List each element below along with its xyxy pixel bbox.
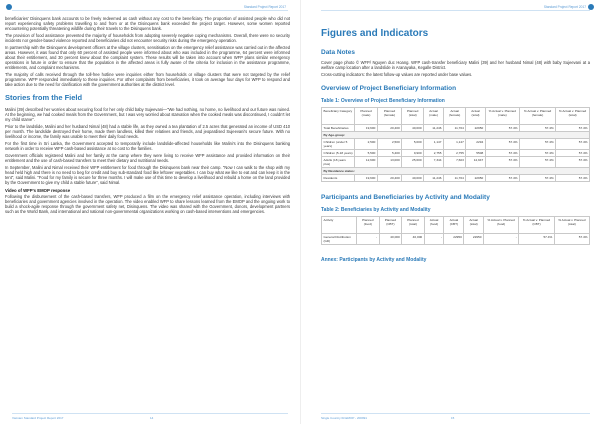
paragraph: In partnership with the Disinquens development officers at the village clusters, sensitisation on the emergency relief assistance was carried out in the affected areas. However, it was found that only 60 percent of assisted people were informed about who was included in the programme, 64 percent were informed about their entitlement, and 30 percent knew about the complaint system. These results will be taken into account when WFP plans similar emergency operations in future in order to ensure that the population in the affected areas is fully aware of the criteria for inclusion in the assistance programme, entitlements, and complaint mechanisms. — [5, 45, 290, 70]
table-row — [322, 175, 590, 182]
table2-title: Table 2: Beneficiaries by Activity and Modality — [321, 207, 431, 213]
table-cell: 5508 — [466, 150, 485, 157]
table-cell: 14,947 — [466, 157, 485, 168]
table-cell: 5,400 — [377, 150, 401, 157]
table-cell: 13,000 — [377, 157, 401, 168]
table-header: Planned (total) — [402, 217, 424, 234]
table-header: Planned (total) — [402, 108, 424, 125]
table-header: Actual (male) — [424, 108, 444, 125]
paragraph: beneficiaries' Disinquens bank accounts to be freely redeemed as cash without any cost to the beneficiary. The proportion of assisted people who did not report experiencing safety problems travelling to and from or at the Disinquens bank exceeded the project target. However, some women reported encountering potentially threatening wildlife during their travels to the Disinquens bank. — [5, 16, 290, 31]
left-page-number: 14 — [150, 416, 154, 420]
table-header: Actual (total) — [464, 217, 484, 234]
table-header: Beneficiary Category — [322, 108, 355, 125]
table-cell: 12,600 — [355, 157, 378, 168]
paragraph: The majority of calls received through the toll-free hotline were inquiries either from households or village clusters that were not targeted by the relief programme. WFP responded immediately to these inquiries. For other complaints from beneficiaries, it took on average four days for WFP to respond and take action due to the need for clarification with the government authorities at the district level. — [5, 72, 290, 87]
table-section-row — [322, 132, 590, 139]
table-cell: 57.4% — [485, 139, 519, 150]
table-section-row — [322, 168, 590, 175]
right-page — [300, 0, 600, 424]
table-cell: 25,600 — [402, 157, 424, 168]
table-cell: 40,000 — [402, 125, 424, 132]
table-header: Planned (CBT) — [379, 217, 402, 234]
table-header: Planned (male) — [355, 108, 378, 125]
table-cell: Children (5-18 years) — [322, 150, 355, 157]
table-header: % Actual v. Planned (CBT) — [519, 217, 554, 234]
table-cell: 1,147 — [424, 139, 444, 150]
paragraph: Following the disbursement of the cash-based transfers, WFP produced a film on the emergency relief assistance operation, including interviews with beneficiaries and government agencies involved in the operation. The video enabled WFP to share lessons learned from the EMOP and the ongoing work to build a shock-agile response through the government safety net, Disinquens. The video was shared with the Government, donors, development partners such as the World Bank, and international and national non-governmental organizations working on cash-based interventions and emergencies. — [5, 194, 290, 214]
paragraph: The provision of food assistance prevented the majority of households from adopting severely negative coping mechanisms. Overall, there were no security incidents nor gender-based violence reported and beneficiaries did not encounter security risks during the emergency operation. — [5, 33, 290, 43]
table-cell: 57.4% — [556, 125, 590, 132]
table-cell: 20,400 — [377, 125, 401, 132]
right-footer-rule — [321, 413, 590, 414]
table-cell: 2294 — [466, 139, 485, 150]
table-cell: Total Beneficiaries — [322, 125, 355, 132]
table-cell: 20,400 — [377, 175, 401, 182]
table-cell: 22950 — [466, 175, 485, 182]
table-cell: - — [424, 234, 444, 245]
table-cell: 19,600 — [355, 125, 378, 132]
table-header: % Actual v. Planned (total) — [556, 108, 590, 125]
table-header: Planned (female) — [377, 108, 401, 125]
table-cell: 57.4% — [520, 157, 556, 168]
page-title: Figures and Indicators — [321, 28, 429, 39]
table-cell: 57.4% — [485, 157, 519, 168]
table-cell: 5,500 — [355, 150, 378, 157]
table-cell: 22950 — [464, 234, 484, 245]
table-row — [322, 234, 590, 245]
table-header: % Actual v. Planned (male) — [485, 108, 519, 125]
table-row — [322, 157, 590, 168]
table-cell: 22950 — [466, 125, 485, 132]
table-header-row — [322, 108, 590, 125]
table-header: % Actual v. Planned (female) — [520, 108, 556, 125]
residence-label: By Residence status: — [322, 168, 590, 175]
paragraph: Malini (39) described her worries about securing food for her only child baby Sujeevani—"We had nothing, no home, no livelihood and our future was ruined. At the beginning, we had cooked meals from the Government, but I was very worried about starvation when the cooked meals was discontinued, I couldn't let my child starve". — [5, 107, 290, 122]
table-cell: 9,900 — [402, 150, 424, 157]
table-cell: 57.4% — [556, 175, 590, 182]
table-header: % Actual v. Planned (food) — [483, 217, 518, 234]
table-cell: 40,000 — [402, 175, 424, 182]
right-header-rule — [321, 10, 590, 11]
modality-heading: Participants and Beneficiaries by Activity and Modality — [321, 194, 490, 201]
table-header: Activity — [322, 217, 357, 234]
stories-heading: Stories from the Field — [5, 93, 83, 102]
table-header-row — [322, 217, 590, 234]
table-cell: 22950 — [444, 234, 464, 245]
paragraph: Government officials registered Malini and her family at the camp where they were living to receive WFP assistance and provided information on their entitlement and the use of cash-based transfers to meet their dietary and nutritional needs. — [5, 153, 290, 163]
table1-title: Table 1: Overview of Project Beneficiary Information — [321, 98, 445, 104]
left-footer-text: Vietnam Standard Project Report 2017 — [12, 416, 64, 420]
table-cell: 1,147 — [443, 139, 465, 150]
left-footer-rule — [12, 413, 288, 414]
right-footer-text: Single Country IR-EMOP - 200991 — [321, 416, 367, 420]
paragraph: Cover page photo © WFP/ Nguyen duc Hoang. WFP cash-transfer beneficiary Malini (39) and her husband Nimal (48) with baby Sujeevani at a welfare camp location after a landslide in Aranayaka, Kegalle District. — [321, 60, 590, 70]
table-row — [322, 139, 590, 150]
table-cell: Adults (18 years plus) — [322, 157, 355, 168]
table-cell: 57.4% — [485, 125, 519, 132]
table-cell: 57.4% — [556, 139, 590, 150]
table-header: Actual (total) — [466, 108, 485, 125]
table-cell: 2,500 — [355, 139, 378, 150]
table-header: Actual (female) — [443, 108, 465, 125]
annex-heading: Annex: Participants by Activity and Modality — [321, 257, 427, 263]
data-notes-heading: Data Notes — [321, 49, 355, 56]
right-page-number: 15 — [451, 416, 455, 420]
left-running-header: Standard Project Report 2017 — [243, 5, 286, 9]
table-cell: 57.4% — [520, 175, 556, 182]
table-cell: 57.4% — [485, 175, 519, 182]
table-cell: 7,603 — [443, 157, 465, 168]
video-heading: Video of WFP's EMOP response — [5, 188, 71, 193]
paragraph: Prior to the landslide, Malini and her husband Nimal (48) had a stable life, as they owned a tea plantation of 2.5 acres that generated an income of USD 410 per month. The landslide destroyed their home, made them landless, killed their relatives and friends, and jeopardised Sujeevani's secure future. With no livelihood or income, the family was unable to meet their daily food needs. — [5, 124, 290, 139]
left-body — [5, 16, 290, 216]
table-header: Actual (food) — [424, 217, 444, 234]
table-cell: 11,246 — [424, 175, 444, 182]
table-header: % Actual v. Planned (total) — [554, 217, 589, 234]
table-cell: Residents — [322, 175, 355, 182]
table-cell: 5,000 — [402, 139, 424, 150]
table-cell: Children (under 5 years) — [322, 139, 355, 150]
table-cell: 11,704 — [443, 175, 465, 182]
overview-heading: Overview of Project Beneficiary Information — [321, 85, 457, 92]
table-header: Planned (food) — [357, 217, 380, 234]
table-cell: 57.4% — [520, 139, 556, 150]
table-cell: 11,246 — [424, 125, 444, 132]
right-body — [321, 28, 590, 266]
right-running-header: Standard Project Report 2017 — [543, 5, 586, 9]
table-header: Actual (CBT) — [444, 217, 464, 234]
table-row — [322, 150, 590, 157]
table-cell: 40,000 — [379, 234, 402, 245]
table-cell: 57.4% — [485, 150, 519, 157]
table-cell: 19,600 — [355, 175, 378, 182]
table-cell: 7,344 — [424, 157, 444, 168]
paragraph: In September, Malini and Nimal received their WFP entitlement for food through the Disinquens bank near their camp. "Now I can walk to the shop with my head held high and there is no need to beg for credit and buy sub-standard food like leftover vegetables. I can buy what we like to eat and can keep it in the tent", said Malini. "Food for my family is secure for three months. I will make use of this time to develop a livelihood and rebuild a home on the land provided by the Government to give my child a stable future", said Nimal. — [5, 165, 290, 185]
table-cell: - — [483, 234, 518, 245]
table-cell: 57.4% — [556, 157, 590, 168]
beneficiary-overview-table — [321, 107, 590, 182]
table-cell: 2,755 — [424, 150, 444, 157]
table-cell: 57.4% — [519, 234, 554, 245]
table-cell: 2,755 — [443, 150, 465, 157]
table-row — [322, 125, 590, 132]
table-cell: - — [357, 234, 380, 245]
paragraph: Cross-cutting indicators: the latest follow-up values are reported under base values. — [321, 72, 473, 77]
table-cell: 11,704 — [443, 125, 465, 132]
left-header-rule — [12, 10, 288, 11]
table-cell: 57.4% — [520, 150, 556, 157]
table-cell: 2,500 — [377, 139, 401, 150]
table-cell: 57.4% — [554, 234, 589, 245]
activity-modality-table — [321, 216, 590, 245]
age-group-label: By Age-group: — [322, 132, 590, 139]
table-cell: General Distribution (GD) — [322, 234, 357, 245]
table-cell: 57.4% — [556, 150, 590, 157]
paragraph: For the first time in Sri Lanka, the Government accepted to temporarily include landslide-affected households like Malini's into the Disinquens banking network in order to receive WFP cash-based assistance at no cost to the families. — [5, 141, 290, 151]
table-cell: 57.4% — [520, 125, 556, 132]
table-cell: 40,000 — [402, 234, 424, 245]
